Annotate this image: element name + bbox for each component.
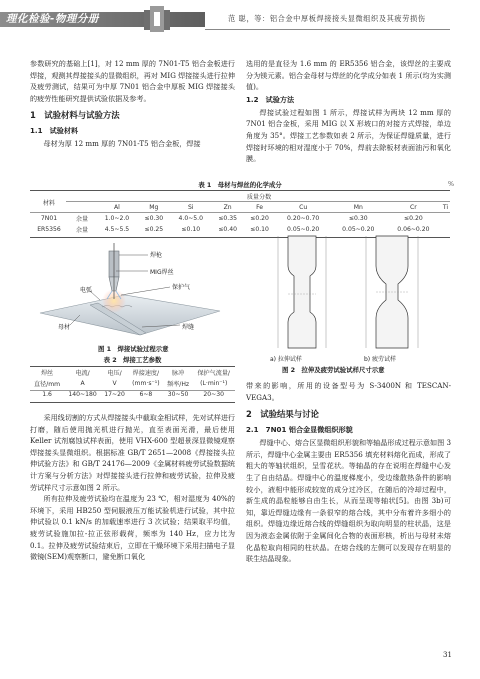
- table-cell: 0.20~0.70: [287, 215, 320, 222]
- table-1-header-cell: 材料: [42, 199, 56, 207]
- section-2-1-heading: 2.1 7N01 铝合金显微组织形貌: [246, 425, 353, 435]
- tensile-specimen: [278, 236, 326, 348]
- table-cell: ≤0.20: [404, 215, 423, 222]
- table-1-group-header: 质量分数: [246, 194, 272, 201]
- table-cell: 6~8: [139, 391, 153, 398]
- table-cell: 4.5~5.5: [104, 226, 130, 233]
- table-cell: 4.0~5.0: [178, 215, 203, 222]
- table-cell: 0.05~0.20: [287, 226, 320, 233]
- section-2-1-text: 焊缝中心、熔合区显微组织形貌和等轴晶形成过程示意如图 3 所示，焊缝中心金属主要由 ER5356 填充材料熔化而成，形成了粗大的等轴状组织，呈雪花状。等轴晶的存在说明在焊缝中心发生了自由结晶。焊缝中心的温度梯度小，受边缘散热条件的影响较小，液相中能形成较宽的成分过冷区，在随后的冷却过程中，新生成的晶粒能够自由生长，从而呈现等轴状[5]。由图 3b)可知，靠近焊缝边缘有一条很窄的熔合线，其中分布着许多细小的组织。焊缝边缘近熔合线的焊缝组织为取向明显的柱状晶，这是因为液态金属依附于金属间化合物的表面形核，析出与母材未熔化晶粒取向相同的柱状晶。在熔合线的左侧可以发现存在明显的联生结晶现象。: [246, 438, 451, 564]
- right-column-top: [246, 58, 451, 165]
- table-cell: 17~20: [104, 391, 125, 398]
- table-cell: ≤0.10: [250, 226, 269, 233]
- table-row: [30, 213, 450, 224]
- running-title: 范 聪，等：铝合金中厚板焊接接头显微组织及其疲劳损伤: [228, 14, 426, 23]
- table-cell: 7N01: [40, 215, 58, 222]
- fig1-label-gas: 保护气: [172, 284, 191, 291]
- header-rule: [205, 29, 450, 30]
- journal-mark-icon: [140, 4, 174, 34]
- sem-equipment-paragraph: 带来的影响，所用的设备型号为 S-3400N 和 TESCAN-VEGA3。: [246, 381, 451, 402]
- table-cell: ≤0.25: [144, 226, 164, 233]
- table-1-header-cell: Zn: [223, 204, 232, 211]
- table-2-header-cell: A: [80, 380, 85, 387]
- table-cell: 0.06~0.20: [397, 226, 430, 233]
- page-number: 31: [443, 651, 452, 659]
- intro-paragraph: 参数研究的基础上[1]，对 12 mm 厚的 7N01-T5 铝合金板进行焊接，观测其焊接接头的显微组织，再对 MIG 焊接接头进行拉伸及疲劳测试，结果可为中厚 7N01 铝合金中厚板 MIG 焊接接头的疲劳性能研究提供试验依据及参考。: [30, 59, 235, 103]
- table-cell: ≤0.20: [250, 215, 269, 222]
- figure-2b-label: b) 疲劳试样: [364, 356, 397, 363]
- right-column-bottom: [246, 380, 451, 565]
- table-2-header-cell: 焊丝: [40, 370, 54, 377]
- table-1-header-cell: Ti: [442, 204, 449, 211]
- table-cell: 余量: [75, 227, 89, 234]
- table-2-header-cell: 频率/Hz: [167, 381, 190, 388]
- fatigue-specimen: [366, 236, 418, 348]
- section-1-1-heading: 1.1 试验材料: [30, 126, 79, 136]
- table-1-header-cell: Cr: [409, 204, 417, 211]
- table-1-header-cell: Cu: [299, 204, 308, 211]
- table-cell: ER5356: [37, 226, 61, 233]
- table-1-caption: 表 1 母材与焊丝的化学成分: [198, 181, 282, 189]
- specimen-prep-paragraph: 采用线切割的方式从焊接接头中截取金相试样，先对试样进行打磨，随后使用抛光机进行抛光，直至表面光滑，最后使用 Keller 试剂腐蚀试样表面，使用 VHX-600 型超景深显微镜观察焊接接头显微组织。根据标准 GB/T 2651—2008《焊接接头拉伸试验方法》和 GB/T 24176—2009《金属材料疲劳试验数据统计方案与分析方法》对焊接接头进行拉伸和疲劳试验，拉伸及疲劳试样尺寸示意如图 2 所示。: [30, 413, 236, 492]
- section-2-heading: 2 试验结果与讨论: [246, 409, 319, 420]
- section-1-2-text: 焊接试验过程如图 1 所示，焊接试样为两块 12 mm 厚的 7N01 铝合金板，采用 MIG 以 X 形坡口的对接方式焊接，单边角度为 35°。焊接工艺参数如表 2 所示，为保证焊缝质量，进行焊接时环境的相对湿度小于 70%，焊前去除板材表面油污和氧化膜。: [246, 107, 451, 164]
- filler-metal-paragraph: 选用的是直径为 1.6 mm 的 ER5356 铝合金，该焊丝的主要成分为镁元素。铝合金母材与焊丝的化学成分如表 1 所示(均为实测值)。: [246, 59, 451, 92]
- table-2-header-cell: 焊接速度/: [132, 370, 160, 377]
- table-cell: ≤0.30: [144, 215, 164, 222]
- table-2-header-cell: 电压/: [107, 370, 122, 377]
- table-2: [30, 367, 235, 400]
- figure-1-caption: 图 1 焊接试验过程示意: [98, 345, 169, 353]
- testing-conditions-paragraph: 所有拉伸及疲劳试验均在温度为 23 ℃，相对湿度为 40%的环境下，采用 HB250 型伺服液压万能试验机进行试验，其中拉伸试验以 0.1 kN/s 的加载速率进行 3 次试验；结果取平均值，疲劳试验施加拉-拉正弦形载荷，频率为 140 Hz，应力比为 0.1。拉伸及疲劳试验结束后，立即在干燥环境下采用扫描电子显微镜(SEM)观察断口，避免断口氧化: [30, 494, 235, 562]
- fig1-label-arc: 电弧: [80, 287, 93, 294]
- table-2-header-cell: 脉冲: [172, 370, 185, 377]
- table-cell: ≤0.10: [181, 226, 201, 233]
- journal-logo-text: 理化检验-物理分册: [6, 13, 99, 25]
- table-2-header-cell: 保护气流量/: [197, 370, 230, 377]
- section-1-1-text: 母材为厚 12 mm 厚的 7N01-T5 铝合金板，焊接: [43, 139, 201, 149]
- table-2-header-cell: (mm·s⁻¹): [132, 380, 160, 387]
- section-1-2-heading: 1.2 试验方法: [246, 94, 295, 104]
- table-1-header-cell: Mn: [353, 204, 363, 211]
- table-2-header-cell: 直径/mm: [33, 381, 61, 388]
- table-2-bottom-rule: [30, 402, 235, 403]
- table-cell: ≤0.35: [218, 215, 237, 222]
- table-2-caption: 表 2 焊接工艺参数: [103, 356, 162, 364]
- fig1-label-gun: 焊枪: [150, 252, 163, 259]
- table-1-unit: %: [448, 180, 455, 188]
- table-1-header-cell: Si: [187, 204, 194, 211]
- table-cell: 1.0~2.0: [104, 215, 130, 222]
- left-column-bottom: [30, 412, 235, 563]
- table-2-header-cell: (L·min⁻¹): [200, 380, 228, 387]
- table-2-header-cell: 电流/: [75, 370, 90, 377]
- figure-2-specimen-drawings: [248, 232, 458, 352]
- table-2-header-cell: V: [112, 380, 117, 387]
- section-1-heading: 1 试验材料与试验方法: [30, 110, 120, 121]
- page-header: [0, 4, 480, 28]
- table-cell: ≤0.30: [348, 215, 368, 222]
- table-1: [30, 191, 450, 235]
- fig1-label-weld: 焊缝: [182, 324, 195, 331]
- table-1-header-cell: Al: [114, 204, 120, 211]
- fig1-label-base: 母材: [58, 324, 71, 331]
- table-1-header-cell: Mg: [149, 204, 159, 211]
- table-1-header-cell: Fe: [256, 204, 264, 211]
- figure-2a-label: a) 拉伸试样: [270, 356, 302, 363]
- figure-2-caption: 图 2 拉伸及疲劳试验试样尺寸示意: [282, 366, 385, 374]
- table-row: [30, 389, 235, 400]
- table-cell: 30~50: [167, 391, 189, 398]
- table-cell: 0.05~0.20: [342, 226, 375, 233]
- table-cell: 余量: [75, 216, 89, 223]
- fig1-label-wire: MIG焊丝: [150, 269, 174, 276]
- table-cell: 140~180: [68, 391, 97, 398]
- table-cell: 20~30: [203, 391, 225, 398]
- table-cell: 1.6: [42, 391, 52, 398]
- left-column-top: [30, 58, 235, 150]
- table-cell: ≤0.40: [218, 226, 237, 233]
